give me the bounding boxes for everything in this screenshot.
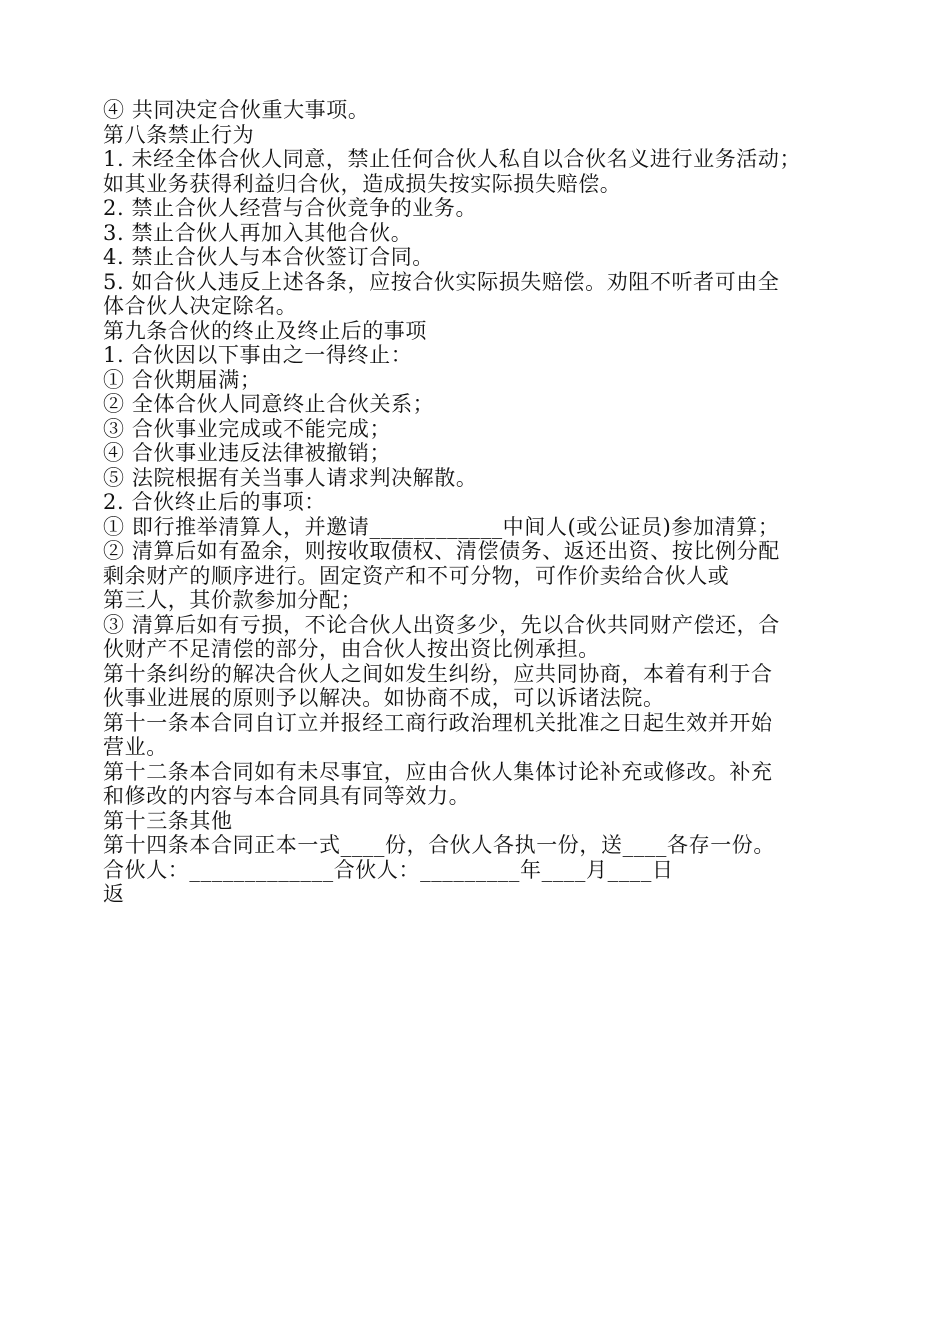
text-line: ① 合伙期届满； [103,367,262,392]
text-line: ② 全体合伙人同意终止合伙关系； [103,392,435,416]
signature-line: 合伙人：_____________合伙人：_________年____月____日 [103,857,674,882]
text-line: ⑤ 法院根据有关当事人请求判决解散。 [103,465,478,490]
text-line: 第十条纠纷的解决合伙人之间如发生纠纷，应共同协商，本着有利于合 [103,661,773,686]
text-line: 剩余财产的顺序进行。固定资产和不可分物，可作价卖给合伙人或 [103,563,730,588]
text-line: 如其业务获得利益归合伙，造成损失按实际损失赔偿。 [103,171,622,196]
text-line: 4. 禁止合伙人与本合伙签订合同。 [103,245,434,269]
text-line: 体合伙人决定除名。 [103,294,298,318]
text-line: ③ 清算后如有亏损，不论合伙人出资多少，先以合伙共同财产偿还，合 [103,612,780,637]
text-line: 2. 禁止合伙人经营与合伙竞争的业务。 [103,196,478,220]
text-line: ④ 合伙事业违反法律被撤销； [103,441,392,465]
text-line: ② 清算后如有盈余，则按收取债权、清偿债务、返还出资、按比例分配 [103,539,780,563]
text-line: ① 即行推举清算人，并邀请____________中间人(或公证员)参加清算； [103,514,780,539]
section-heading: 第十三条其他 [103,808,233,833]
text-line: 第十四条本合同正本一式____份，合伙人各执一份，送____各存一份。 [103,833,775,857]
return-link-text: 返 [103,882,125,906]
text-line: 第十一条本合同自订立并报经工商行政治理机关批准之日起生效并开始 [103,710,773,735]
text-line: ③ 合伙事业完成或不能完成； [103,416,392,441]
section-heading: 第八条禁止行为 [103,122,255,147]
document-page [103,98,853,907]
text-line: 5. 如合伙人违反上述各条，应按合伙实际损失赔偿。劝阻不听者可由全 [103,269,780,294]
text-line: 伙财产不足清偿的部分，由合伙人按出资比例承担。 [103,637,600,661]
text-line: 1. 未经全体合伙人同意，禁止任何合伙人私自以合伙名义进行业务活动； [103,147,802,171]
text-line: 第三人，其价款参加分配； [103,588,363,612]
text-line: 第十二条本合同如有未尽事宜，应由合伙人集体讨论补充或修改。补充 [103,759,773,784]
text-line: 1. 合伙因以下事由之一得终止： [103,343,413,367]
text-line: ④ 共同决定合伙重大事项。 [103,98,370,122]
text-line: 和修改的内容与本合同具有同等效力。 [103,784,471,808]
text-line: 2. 合伙终止后的事项： [103,490,326,514]
section-heading: 第九条合伙的终止及终止后的事项 [103,318,427,343]
text-line: 营业。 [103,735,168,759]
text-line: 3. 禁止合伙人再加入其他合伙。 [103,220,413,245]
text-line: 伙事业进展的原则予以解决。如协商不成，可以诉诸法院。 [103,686,665,710]
